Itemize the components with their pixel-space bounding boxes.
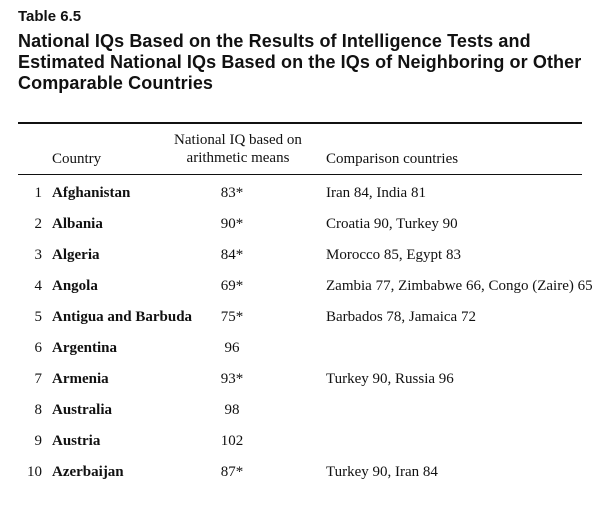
row-number: 5 <box>34 309 42 325</box>
row-number: 6 <box>34 340 42 356</box>
comparison-countries: Turkey 90, Russia 96 <box>326 371 454 387</box>
table-row <box>0 183 610 214</box>
row-number: 8 <box>34 402 42 418</box>
row-number: 4 <box>34 278 42 294</box>
national-iq-value: 83* <box>220 185 244 201</box>
table-row <box>0 431 610 462</box>
national-iq-value: 96 <box>224 340 240 356</box>
header-country: Country <box>52 151 102 167</box>
country-name: Angola <box>52 278 98 294</box>
row-number: 9 <box>34 433 42 449</box>
row-number: 1 <box>34 185 42 201</box>
national-iq-value: 75* <box>220 309 244 325</box>
table-row <box>0 338 610 369</box>
comparison-countries: Turkey 90, Iran 84 <box>326 464 438 480</box>
comparison-countries: Barbados 78, Jamaica 72 <box>326 309 476 325</box>
table-row <box>0 462 610 493</box>
header-national-iq: National IQ based on arithmetic means <box>174 132 302 166</box>
table-body <box>0 183 610 493</box>
country-name: Albania <box>52 216 103 232</box>
country-name: Antigua and Barbuda <box>52 309 193 325</box>
national-iq-value: 87* <box>220 464 244 480</box>
country-name: Austria <box>52 433 101 449</box>
table-row <box>0 214 610 245</box>
table-label: Table 6.5 <box>18 8 82 25</box>
row-number: 3 <box>34 247 42 263</box>
country-name: Armenia <box>52 371 109 387</box>
national-iq-value: 102 <box>220 433 244 449</box>
table-row <box>0 369 610 400</box>
table-row <box>0 245 610 276</box>
country-name: Azerbaijan <box>52 464 124 480</box>
table-title: National IQs Based on the Results of Intelligence Tests and Estimated National IQs Based on the IQs of Neighboring or Other Comparable Countries <box>18 31 582 93</box>
national-iq-value: 98 <box>224 402 240 418</box>
comparison-countries: Morocco 85, Egypt 83 <box>326 247 461 263</box>
table-row <box>0 400 610 431</box>
table-row <box>0 307 610 338</box>
country-name: Algeria <box>52 247 100 263</box>
national-iq-value: 93* <box>220 371 244 387</box>
top-rule <box>18 122 582 124</box>
header-comparison-countries: Comparison countries <box>326 151 459 167</box>
row-number: 10 <box>27 464 42 480</box>
header-rule <box>18 174 582 175</box>
row-number: 7 <box>34 371 42 387</box>
country-name: Afghanistan <box>52 185 131 201</box>
table-row <box>0 276 610 307</box>
country-name: Australia <box>52 402 112 418</box>
national-iq-value: 69* <box>220 278 244 294</box>
row-number: 2 <box>34 216 42 232</box>
country-name: Argentina <box>52 340 117 356</box>
comparison-countries: Zambia 77, Zimbabwe 66, Congo (Zaire) 65 <box>326 278 593 294</box>
national-iq-value: 90* <box>220 216 244 232</box>
comparison-countries: Iran 84, India 81 <box>326 185 426 201</box>
national-iq-value: 84* <box>220 247 244 263</box>
comparison-countries: Croatia 90, Turkey 90 <box>326 216 458 232</box>
